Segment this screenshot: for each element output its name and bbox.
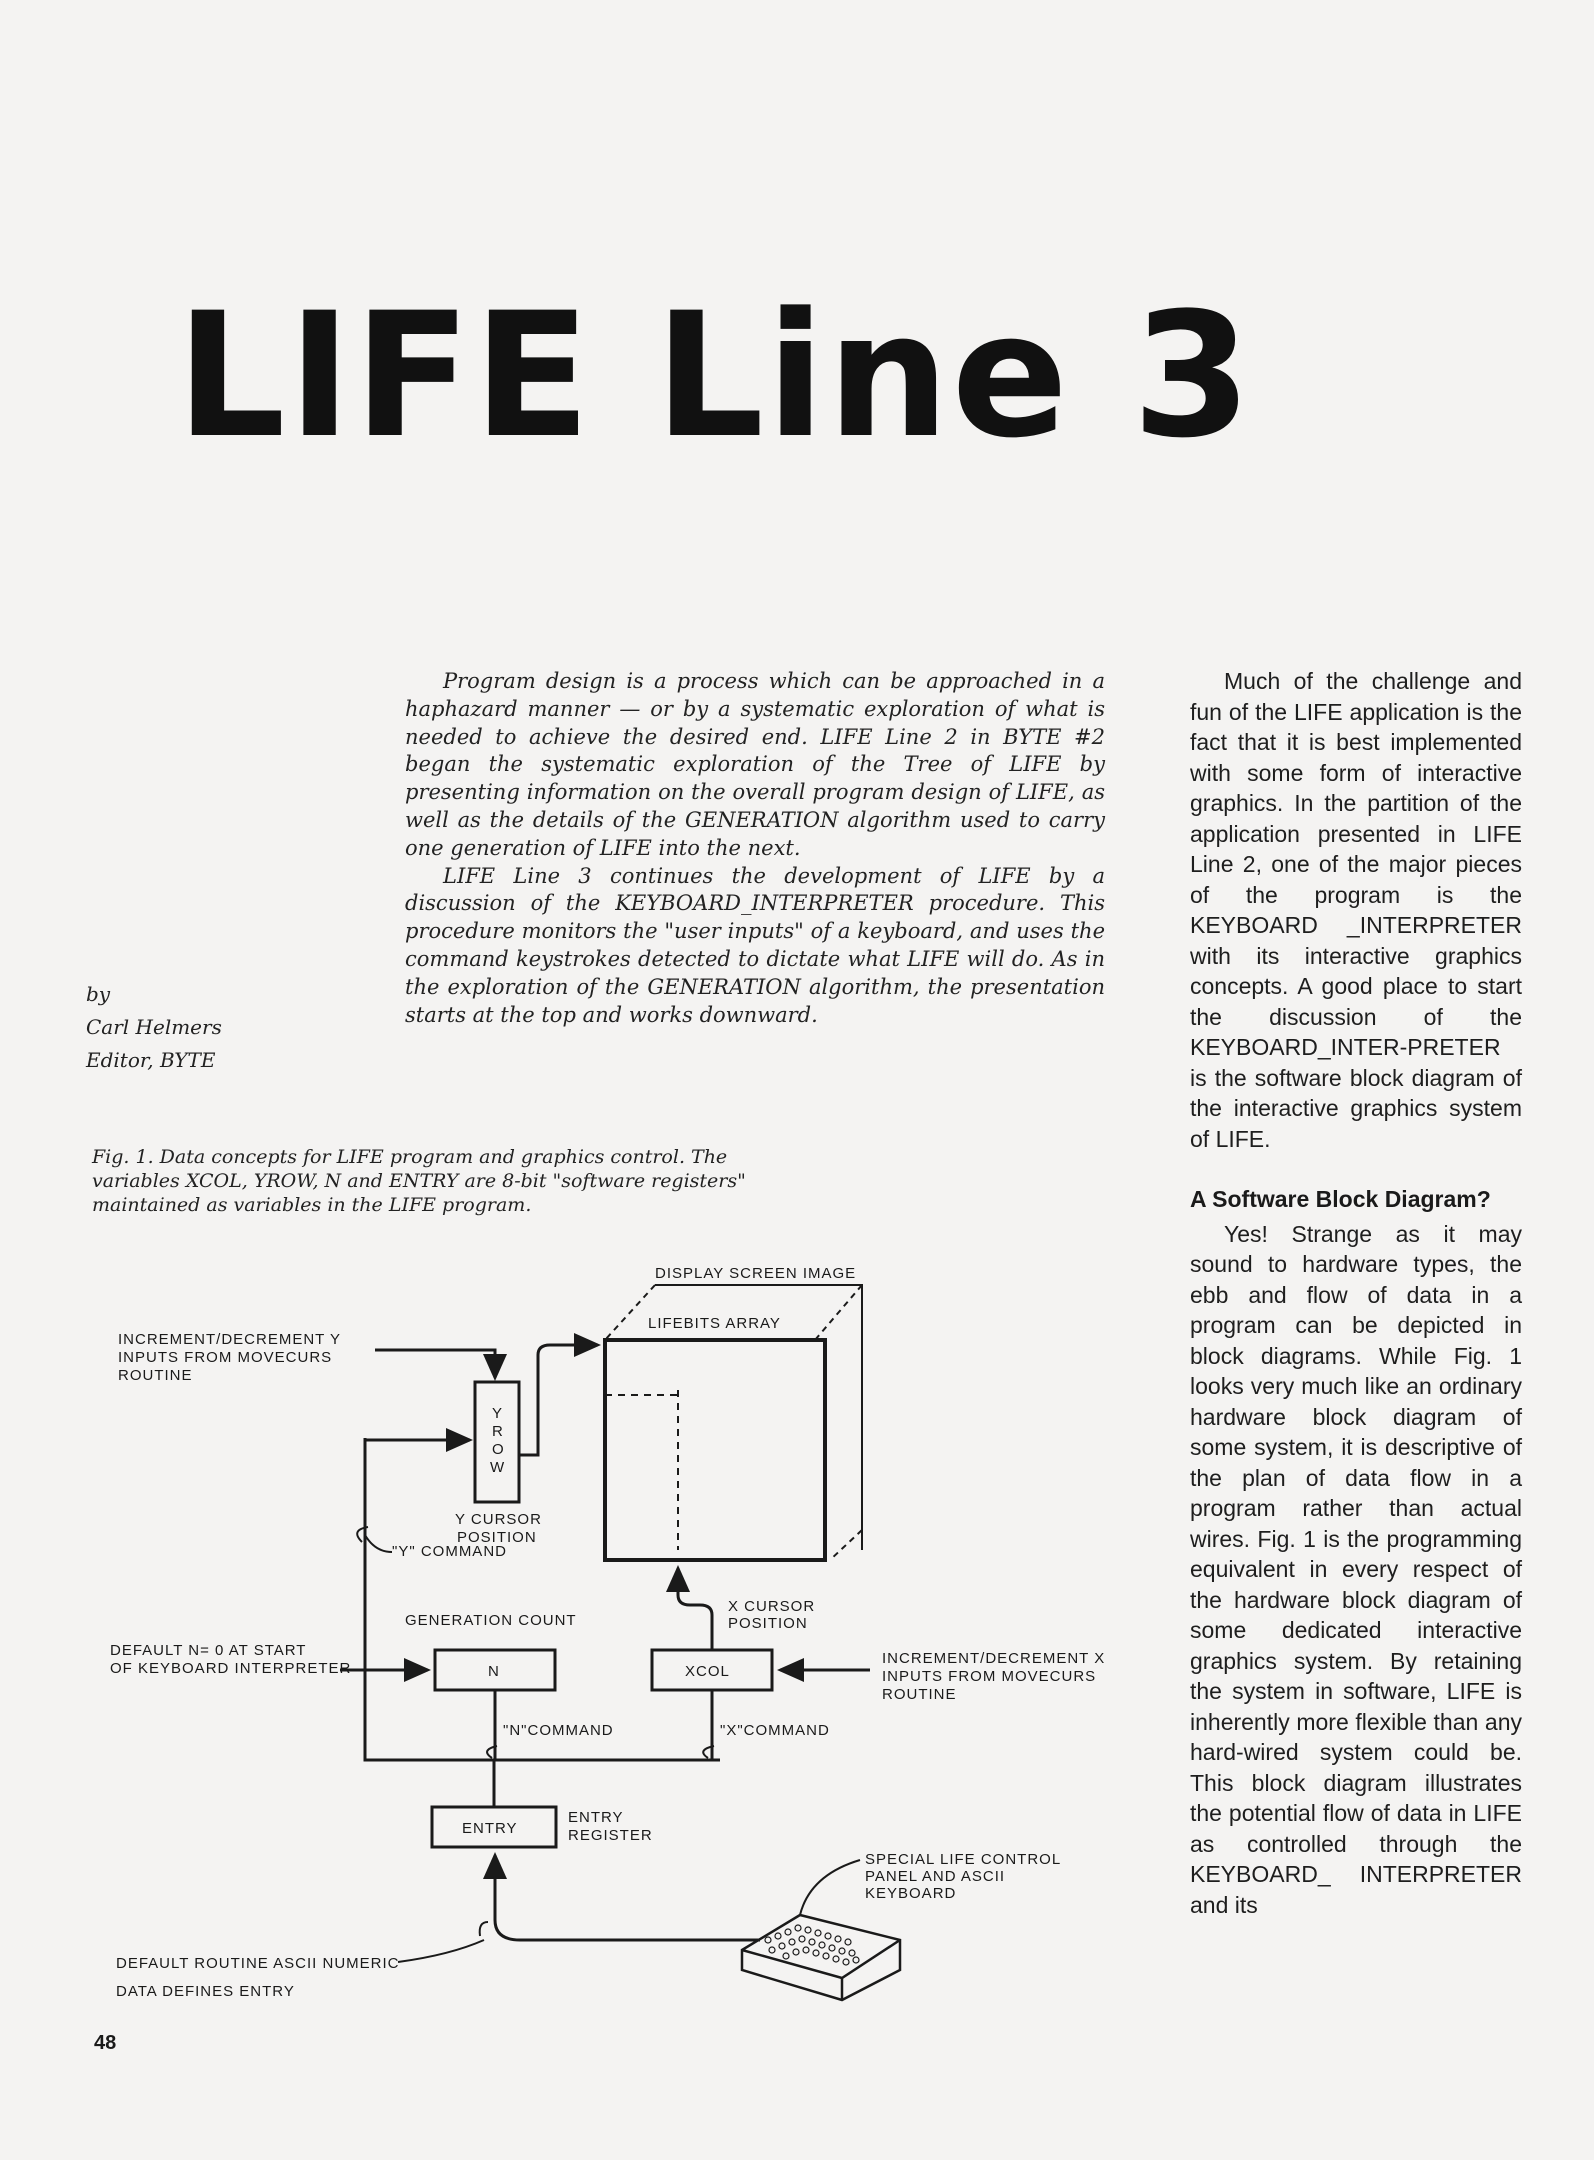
label-generation-count: GENERATION COUNT [405,1612,577,1629]
label-yrow-w: W [490,1459,506,1476]
label-lifebits-array: LIFEBITS ARRAY [648,1315,781,1332]
byline-by: by [86,982,111,1006]
keyboard-keys [765,1925,859,1965]
body-paragraph: Yes! Strange as it may sound to hardware types, the ebb and flow of data in a program can be depicted in block diagrams. While Fig. 1 looks very much like an ordinary hardware block diagram of some system, it is descriptive of the plan of data flow in a program rather than actual wires. Fig. 1 is the programming equivalent in every respect of the hardware block diagram of some dedicated interactive graphics system. By retaining the system in software, LIFE is inherently more flexible than any hard-wired system could be. This block diagram illustrates the potential flow of data in LIFE as controlled through the KEYBOARD_ INTERPRETER and its [1190,1220,1522,1918]
label-default-n-2: OF KEYBOARD INTERPRETER [110,1660,352,1677]
label-special-1: SPECIAL LIFE CONTROL [865,1851,1062,1868]
label-n-command: "N"COMMAND [503,1722,614,1739]
article-title: LIFE Line 3 [176,275,1254,476]
label-entry-box: ENTRY [462,1820,518,1837]
label-default-routine: DEFAULT ROUTINE ASCII NUMERIC [116,1955,400,1972]
body-column [1190,666,1522,1920]
byline-role: Editor, BYTE [86,1048,216,1072]
byline [86,978,326,1077]
block-diagram [100,1250,1120,2010]
label-x-cursor-2: POSITION [728,1615,808,1632]
intro-paragraph: LIFE Line 3 continues the development of LIFE by a discussion of the KEYBOARD_INTERPRETER procedure. This procedure monitors the "user inputs" of a keyboard, and uses the command keystrokes detected to dictate what LIFE will do. As in the exploration of the GENERATION algorithm, the presentation starts at the top and works downward. [405,863,1105,1027]
section-heading: A Software Block Diagram? [1190,1186,1491,1212]
label-y-cursor-1: Y CURSOR [455,1511,542,1528]
figure-caption: Fig. 1. Data concepts for LIFE program and graphics control. The variables XCOL, YROW, N and ENTRY are 8-bit "software registers" maintained as variables in the LIFE program. [92,1146,746,1216]
label-inc-y-2: INPUTS FROM MOVECURS [118,1349,333,1366]
label-x-cursor-1: X CURSOR [728,1598,816,1615]
keyboard-icon [742,1915,900,2000]
label-y-cursor-2: POSITION [457,1529,537,1546]
label-display-screen-image: DISPLAY SCREEN IMAGE [655,1265,857,1282]
label-yrow-r: R [492,1423,504,1440]
label-inc-y-1: INCREMENT/DECREMENT Y [118,1331,341,1348]
body-paragraph: Much of the challenge and fun of the LIFE application is the fact that it is best implemented with some form of interactive graphics. In the partition of the application presented in LIFE Line 2, one of the major pieces of the program is the KEYBOARD _INTERPRETER with its interactive graphics concepts. A good place to start the discussion of the KEYBOARD_INTER-PRETER is the software block diagram of the interactive graphics system of LIFE. [1190,668,1522,1152]
label-yrow-y: Y [492,1405,504,1422]
byline-author: Carl Helmers [86,1015,222,1039]
lifebits-array-box [605,1340,825,1560]
label-default-n-1: DEFAULT N= 0 AT START [110,1642,307,1659]
label-inc-x-2: INPUTS FROM MOVECURS [882,1668,1097,1685]
label-entry-register-2: REGISTER [568,1827,653,1844]
label-special-2: PANEL AND ASCII [865,1868,1006,1885]
intro-text [405,668,1105,1029]
label-inc-y-3: ROUTINE [118,1367,193,1384]
label-entry-register-1: ENTRY [568,1809,624,1826]
label-data-defines: DATA DEFINES ENTRY [116,1983,295,2000]
label-inc-x-3: ROUTINE [882,1686,957,1703]
label-y-command: "Y" COMMAND [392,1543,507,1560]
intro-paragraph: Program design is a process which can be approached in a haphazard manner — or by a systematic exploration of what is needed to achieve the desired end. LIFE Line 2 in BYTE #2 began the systematic exploration of the Tree of LIFE by presenting information on the overall program design of LIFE, as well as the details of the GENERATION algorithm used to carry one generation of LIFE into the next. [405,669,1105,860]
label-yrow-o: O [492,1441,505,1458]
block-diagram-svg [100,1250,1120,2010]
label-special-3: KEYBOARD [865,1885,957,1902]
label-inc-x-1: INCREMENT/DECREMENT X [882,1650,1106,1667]
label-n-box: N [488,1663,500,1680]
page-number: 48 [94,2032,117,2054]
label-x-command: "X"COMMAND [720,1722,830,1739]
label-xcol-box: XCOL [685,1663,730,1680]
